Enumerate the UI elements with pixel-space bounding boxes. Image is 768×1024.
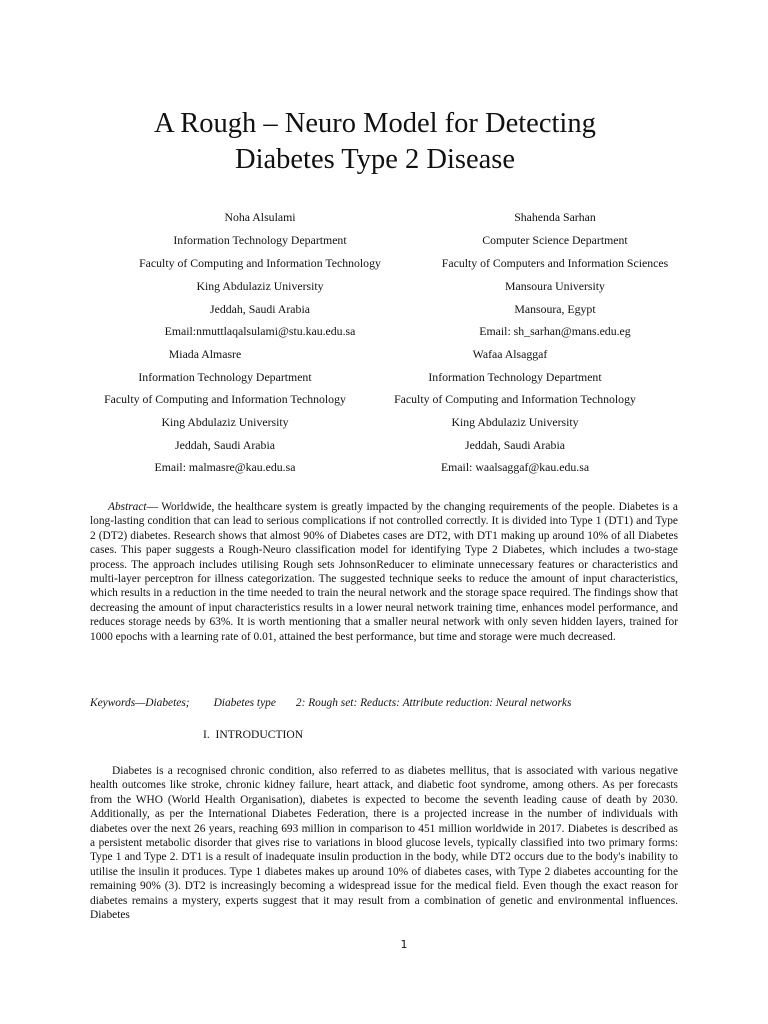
author-faculty: Faculty of Computers and Information Sciences bbox=[441, 256, 669, 270]
author-department: Information Technology Department bbox=[428, 370, 602, 384]
author-university: King Abdulaziz University bbox=[196, 279, 324, 293]
author-university: Mansoura University bbox=[505, 279, 605, 293]
author-university: King Abdulaziz University bbox=[161, 415, 289, 429]
author-university: King Abdulaziz University bbox=[451, 415, 579, 429]
keywords-part-1: Keywords—Diabetes; bbox=[90, 697, 190, 709]
abstract-label: Abstract bbox=[108, 501, 147, 513]
author-department: Computer Science Department bbox=[482, 233, 628, 247]
page-number: 1 bbox=[400, 938, 408, 951]
author-department: Information Technology Department bbox=[173, 233, 347, 247]
author-faculty: Faculty of Computing and Information Technology bbox=[139, 256, 381, 270]
keywords-part-3: 2: Rough set: Reducts: Attribute reduction: Neural networks bbox=[295, 697, 572, 709]
section-heading: I. INTRODUCTION bbox=[203, 728, 304, 741]
author-email: Email: waalsaggaf@kau.edu.sa bbox=[440, 460, 590, 474]
author-email: Email:nmuttlaqalsulami@stu.kau.edu.sa bbox=[164, 324, 356, 338]
title-line-1: A Rough – Neuro Model for Detecting bbox=[154, 108, 596, 139]
abstract bbox=[90, 500, 678, 644]
keywords-part-2: Diabetes type bbox=[213, 697, 276, 709]
author-email: Email: sh_sarhan@mans.edu.eg bbox=[479, 324, 631, 338]
paper-title bbox=[60, 106, 690, 178]
author-email: Email: malmasre@kau.edu.sa bbox=[154, 460, 296, 474]
author-department: Information Technology Department bbox=[138, 370, 312, 384]
intro-paragraph: Diabetes is a recognised chronic condition, also referred to as diabetes mellitus, that is associated with various negative health outcomes like stroke, chronic kidney failure, heart attack, and diabetic foot syndrome, among others. As per forecasts from the WHO (World Health Organisation), diabetes is expected to become the seventh leading cause of death by 2030. Additionally, as per the International Diabetes Federation, there is a projected increase in the number of individuals with diabetes over the next 26 years, reaching 693 million in comparison to 451 million worldwide in 2017. Diabetes is described as a persistent metabolic disorder that gives rise to variations in blood glucose levels, typically classified into two primary forms: Type 1 and Type 2. DT1 is a result of inadequate insulin production in the body, while DT2 occurs due to the body's inability to utilise the insulin it produces. Type 1 diabetes makes up around 10% of diabetes cases, with Type 2 diabetes accounting for the remaining 90% (3). DT2 is increasingly becoming a widespread issue for the medical field. Even though the exact reason for diabetes remains a mystery, experts suggest that it may result from a combination of genetic and environmental influences. Diabetes bbox=[90, 765, 678, 922]
author-name: Miada Almasre bbox=[168, 347, 242, 361]
author-location: Jeddah, Saudi Arabia bbox=[210, 302, 310, 316]
keywords bbox=[90, 697, 690, 709]
author-faculty: Faculty of Computing and Information Technology bbox=[104, 392, 346, 406]
author-name: Noha Alsulami bbox=[224, 210, 296, 224]
author-location: Jeddah, Saudi Arabia bbox=[175, 438, 275, 452]
author-location: Mansoura, Egypt bbox=[514, 302, 596, 316]
author-name: Shahenda Sarhan bbox=[514, 210, 596, 224]
title-line-2: Diabetes Type 2 Disease bbox=[234, 144, 516, 175]
author-location: Jeddah, Saudi Arabia bbox=[465, 438, 565, 452]
author-faculty: Faculty of Computing and Information Technology bbox=[394, 392, 636, 406]
abstract-text: — Worldwide, the healthcare system is greatly impacted by the changing requirements of the people. Diabetes is a long-lasting condition that can lead to serious complications if not controlled correctly. It is divided into Type 1 (DT1) and Type 2 (DT2) diabetes. Research shows that almost 90% of Diabetes cases are DT2, with DT1 making up around 10% of all Diabetes cases. This paper suggests a Rough-Neuro classification model for identifying Type 2 Diabetes, which includes a two-stage process. The approach includes utilising Rough sets JohnsonReducer to eliminate unnecessary features or characteristics and multi-layer perceptron for illness categorization. The suggested technique seeks to reduce the amount of input characteristics, which results in a reduction in the time needed to train the neural network and the storage space required. The findings show that decreasing the amount of input characteristics results in a lower neural network training time, enhances model performance, and reduces storage needs by 63%. It is worth mentioning that a smaller neural network with only seven hidden layers, trained for 1000 epochs with a learning rate of 0.01, attained the best performance, but time and storage were much decreased. bbox=[90, 501, 678, 643]
author-name: Wafaa Alsaggaf bbox=[472, 347, 548, 361]
